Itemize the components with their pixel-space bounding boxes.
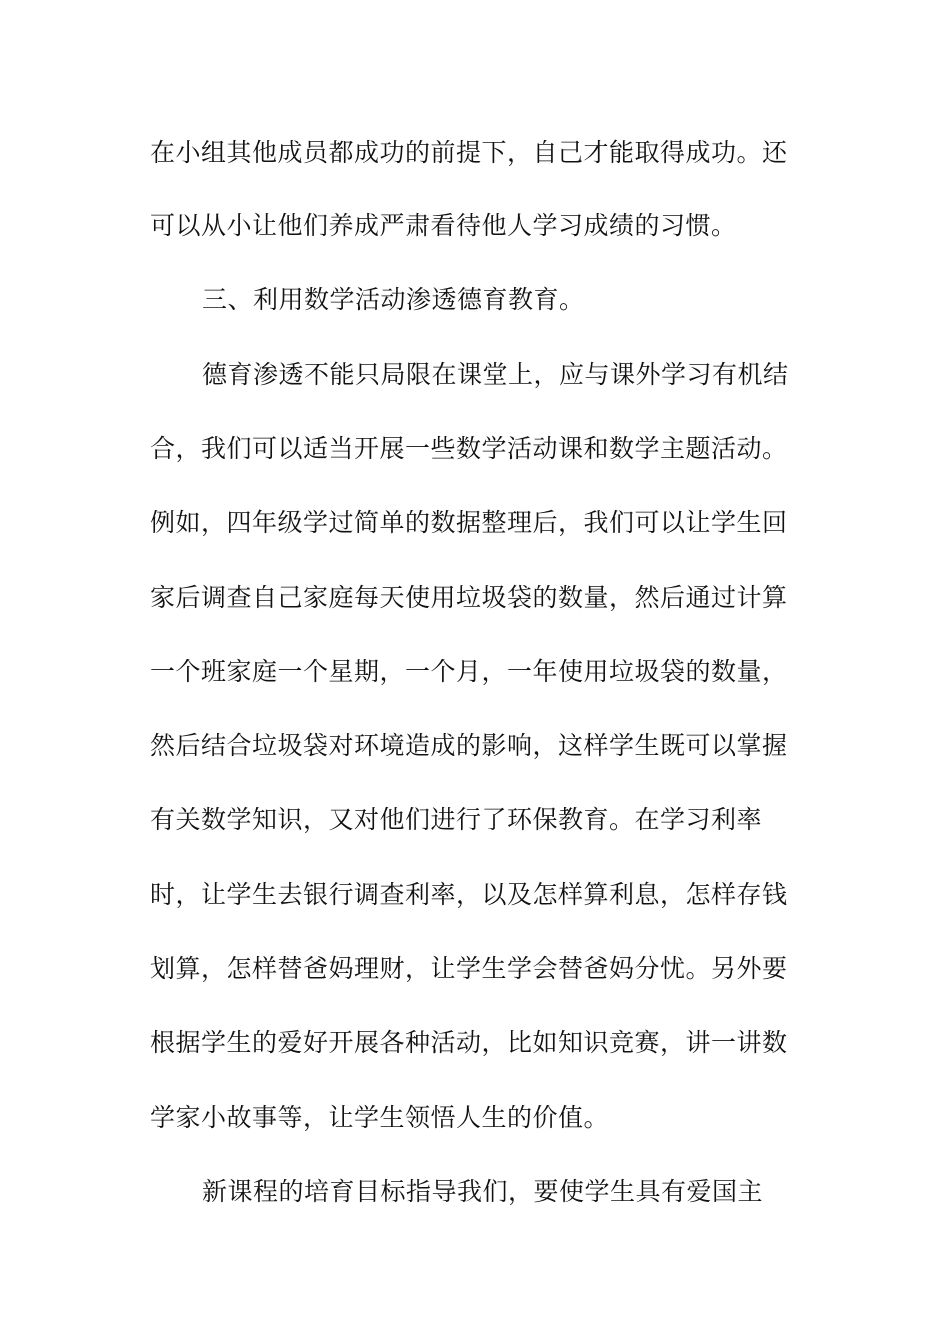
line-text: 家后调查自己家庭每天使用垃圾袋的数量，然后通过计算 — [150, 583, 788, 612]
line-text: 可以从小让他们养成严肃看待他人学习成绩的习惯。 — [150, 211, 737, 240]
heading-text: 三、利用数学活动渗透德育教育。 — [202, 285, 585, 314]
line-text: 有关数学知识，又对他们进行了环保教育。在学习利率 — [150, 805, 763, 834]
text-line — [0, 1098, 950, 1138]
text-line — [0, 1023, 950, 1063]
text-line — [0, 578, 950, 618]
section-heading — [0, 280, 950, 320]
line-text: 时，让学生去银行调查利率，以及怎样算利息，怎样存钱 — [150, 880, 788, 909]
line-text: 根据学生的爱好开展各种活动，比如知识竞赛，讲一讲数 — [150, 1028, 788, 1057]
line-text: 在小组其他成员都成功的前提下，自己才能取得成功。还 — [150, 138, 788, 167]
text-line — [0, 726, 950, 766]
line-text: 合，我们可以适当开展一些数学活动课和数学主题活动。 — [150, 434, 788, 463]
text-line — [0, 1172, 950, 1212]
text-line — [0, 800, 950, 840]
text-line — [0, 355, 950, 395]
line-text: 德育渗透不能只局限在课堂上，应与课外学习有机结 — [202, 360, 789, 389]
text-line — [0, 949, 950, 989]
text-line — [0, 503, 950, 543]
text-line — [0, 429, 950, 469]
line-text: 一个班家庭一个星期，一个月，一年使用垃圾袋的数量， — [150, 657, 788, 686]
line-text: 划算，怎样替爸妈理财，让学生学会替爸妈分忧。另外要 — [150, 954, 788, 983]
text-line — [0, 875, 950, 915]
text-line — [0, 206, 950, 246]
text-line — [0, 133, 950, 173]
line-text: 然后结合垃圾袋对环境造成的影响，这样学生既可以掌握 — [150, 731, 788, 760]
line-text: 学家小故事等，让学生领悟人生的价值。 — [150, 1103, 610, 1132]
line-text: 例如，四年级学过简单的数据整理后，我们可以让学生回 — [150, 508, 788, 537]
line-text: 新课程的培育目标指导我们，要使学生具有爱国主 — [202, 1177, 764, 1206]
text-line — [0, 652, 950, 692]
